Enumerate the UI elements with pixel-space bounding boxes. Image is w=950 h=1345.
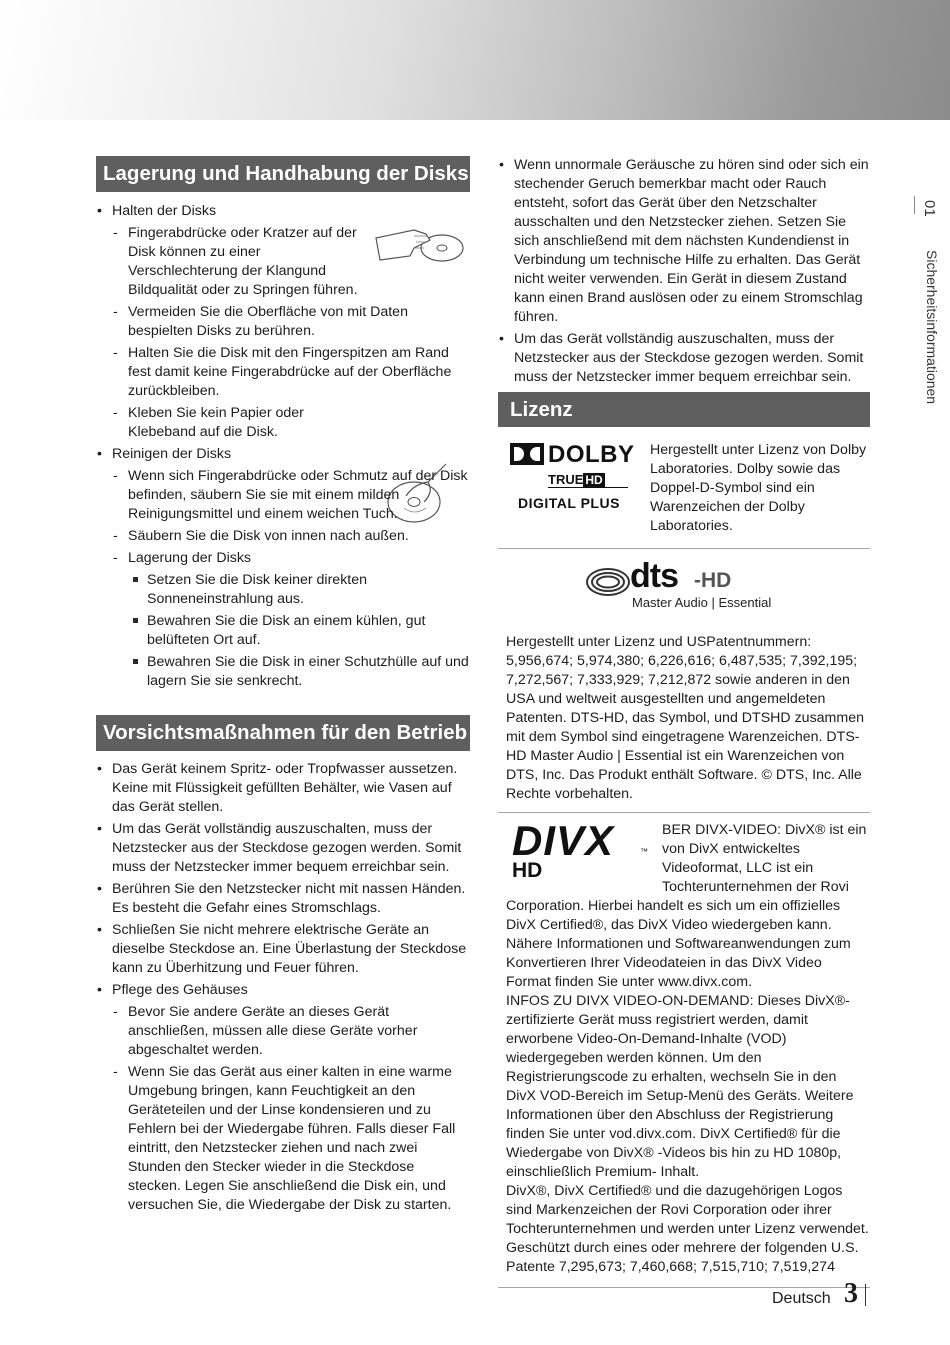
dts-hd-mark: -HD: [694, 569, 732, 592]
list-item: • Pflege des Gehäuses: [96, 981, 470, 1000]
digital-plus-mark: DIGITAL PLUS: [518, 495, 620, 511]
list-item: - Lagerung der Disks: [96, 549, 470, 568]
list-item: • Um das Gerät vollständig auszuschalten, muss der Netzstecker aus der Steckdose gezogen werden. Somit muss der Netzstecker immer bequem erreichbar sein.: [498, 330, 870, 387]
divx-wordmark: DIVX: [512, 817, 615, 864]
list-item: • Um das Gerät vollständig auszuschalten, muss der Netzstecker aus der Steckdose gezogen werden. Somit muss der Netzstecker immer bequem erreichbar sein.: [96, 820, 470, 877]
list-item: - Vermeiden Sie die Oberfläche von mit Daten bespielten Disks zu berühren.: [96, 303, 470, 341]
dolby-license-text: Hergestellt unter Lizenz von Dolby Laboratories. Dolby sowie das Doppel-D-Symbol sind ein Warenzeichen der Dolby Laboratories.: [650, 442, 867, 534]
header-banner: [0, 0, 950, 120]
dts-license-text: Hergestellt unter Lizenz und USPatentnummern: 5,956,674; 5,974,380; 6,226,616; 6,487,535; 7,392,195; 7,272,567; 7,333,929; 7,212,872 sowie anderen in den USA und weltweit ausgestellten und angemeldeten Patenten. DTS-HD, das Symbol, und DTSHD zusammen mit dem Symbol sind eingetragene Warenzeichen. DTS-HD Master Audio | Essential ist ein Warenzeichen von DTS, Inc. Das Produkt enthält Software. © DTS, Inc. Alle Rechte vorbehalten.: [506, 634, 864, 802]
right-column: [498, 156, 870, 1288]
divx-trademark: ™: [640, 847, 648, 856]
dts-subtitle: Master Audio | Essential: [632, 595, 772, 610]
truehd-true: TRUE: [548, 472, 584, 487]
list-item: Bewahren Sie die Disk in einer Schutzhülle auf und lagern Sie sie senkrecht.: [96, 653, 470, 691]
list-item: [96, 467, 470, 524]
divx-hd-mark: HD: [512, 859, 543, 882]
list-item: • Berühren Sie den Netzstecker nicht mit nassen Händen. Es besteht die Gefahr eines Stromschlags.: [96, 880, 470, 918]
divx-license: [498, 813, 870, 1288]
section-heading-disks: Lagerung und Handhabung der Disks: [96, 156, 470, 192]
dolby-license: [498, 441, 870, 549]
list-item: • Wenn unnormale Geräusche zu hören sind oder sich ein stechender Geruch bemerkbar macht oder Rauch entsteht, sofort das Gerät über den Netzschalter ausschalten und den Netzstecker ziehen. Setzen Sie sich anschließend mit dem nächsten Kundendienst in Verbindung um technische Hilfe zu erhalten. Das Gerät nicht weiter verwenden. Ein Gerät in diesem Zustand kann einen Brand auslösen oder zu einem Stromschlag führen.: [498, 156, 870, 327]
dts-swoosh-icon: [586, 567, 630, 597]
list-item: • Das Gerät keinem Spritz- oder Tropfwasser aussetzen. Keine mit Flüssigkeit gefüllten Behälter, wie Vasen auf das Gerät stellen.: [96, 760, 470, 817]
dts-license: [498, 549, 870, 813]
divx-paragraph-3: DivX®, DivX Certified® und die dazugehörigen Logos sind Markenzeichen der Rovi Corporation oder ihrer Tochterunternehmen und werden unter Lizenz verwendet. Geschützt durch eines oder mehrere der folgenden U.S. Patente 7,295,673; 7,460,668; 7,515,710; 7,519,274: [506, 1183, 869, 1275]
page-number: 3: [844, 1278, 858, 1309]
list-item: • Reinigen der Disks: [96, 445, 470, 464]
chapter-number: 01: [921, 200, 938, 217]
precautions-block: [96, 760, 470, 1215]
divx-logo: [512, 817, 662, 893]
divx-paragraph-2: INFOS ZU DIVX VIDEO-ON-DEMAND: Dieses DivX®-zertifizierte Gerät muss registriert werden, damit erworbene Video-On-Demand-Inhalte (VOD) wiedergegeben werden können. Um den Registrierungscode zu erhalten, wechseln Sie in den DivX VOD-Bereich im Setup-Menü des Geräts. Weitere Informationen über den Abschluss der Registrierung finden Sie unter vod.divx.com. DivX Certified® für die Wiedergabe von DivX® -Videos bis hin zu HD 1080p, einschließlich Premium- Inhalt.: [506, 993, 854, 1180]
list-item: • Schließen Sie nicht mehrere elektrische Geräte an dieselbe Steckdose an. Eine Überlastung der Steckdose kann zu Überhitzung und Feuer führen.: [96, 921, 470, 978]
list-item: - Bevor Sie andere Geräte an dieses Gerät anschließen, müssen alle diese Geräte vorher abgeschaltet werden.: [96, 1003, 470, 1060]
divx-paragraph-1: BER DIVX-VIDEO: DivX® ist ein von DivX entwickeltes Videoformat, LLC ist ein Tochterunternehmen der Rovi Corporation. Hierbei handelt es sich um ein offizielles DivX Certified®, das DivX Video wiedergeben kann. Nähere Informationen und Softwareanwendungen zum Konvertieren Ihrer Videodateien in das DivX Video Format finden Sie unter www.divx.com.: [506, 822, 867, 990]
list-item: - Säubern Sie die Disk von innen nach außen.: [96, 527, 470, 546]
truehd-hd: HD: [585, 473, 603, 487]
side-tab-divider: [914, 196, 915, 214]
dts-logo: [586, 557, 870, 613]
dolby-wordmark: DOLBY: [548, 441, 635, 468]
list-item: - Fingerabdrücke oder Kratzer auf der Disk können zu einer Verschlechterung der Klangund Bildqualität oder zu Springen führen.: [96, 224, 470, 300]
truehd-mark: [548, 471, 628, 488]
dolby-logo: [510, 441, 650, 523]
list-item: Bewahren Sie die Disk an einem kühlen, gut belüfteten Ort auf.: [96, 612, 470, 650]
dts-wordmark: dts: [630, 557, 678, 595]
footer-language: Deutsch: [772, 1290, 831, 1307]
list-item: - Kleben Sie kein Papier oder Klebeband auf die Disk.: [96, 404, 470, 442]
list-item: • Halten der Disks: [96, 202, 470, 221]
list-item: - Halten Sie die Disk mit den Fingerspitzen am Rand fest damit keine Fingerabdrücke auf der Oberfläche zurückbleiben.: [96, 344, 470, 401]
section-heading-precautions: Vorsichtsmaßnahmen für den Betrieb: [96, 715, 470, 751]
list-item: Setzen Sie die Disk keiner direkten Sonneneinstrahlung aus.: [96, 571, 470, 609]
chapter-label: Sicherheitsinformationen: [924, 250, 940, 405]
section-heading-license: Lizenz: [498, 392, 870, 427]
left-column: [96, 156, 470, 1215]
list-item-text: Wenn sich Fingerabdrücke oder Schmutz auf der Disk befinden, säubern Sie sie mit einem milden Reinigungsmittel und einem weichen Tuch.: [128, 468, 468, 522]
disk-handling-block: [96, 202, 470, 691]
double-d-icon: [510, 443, 544, 465]
list-item: - Wenn Sie das Gerät aus einer kalten in eine warme Umgebung bringen, kann Feuchtigkeit an den Geräteteilen und der Linse kondensieren und zu Fehlern bei der Wiedergabe führen. Falls dieser Fall eintritt, den Netzstecker ziehen und nach zwei Stunden den Stecker wieder in die Steckdose stecken. Legen Sie anschließend die Disk ein, und versuchen Sie, die Wiedergabe der Disk zu starten.: [96, 1063, 470, 1215]
footer-divider: [865, 1284, 866, 1306]
